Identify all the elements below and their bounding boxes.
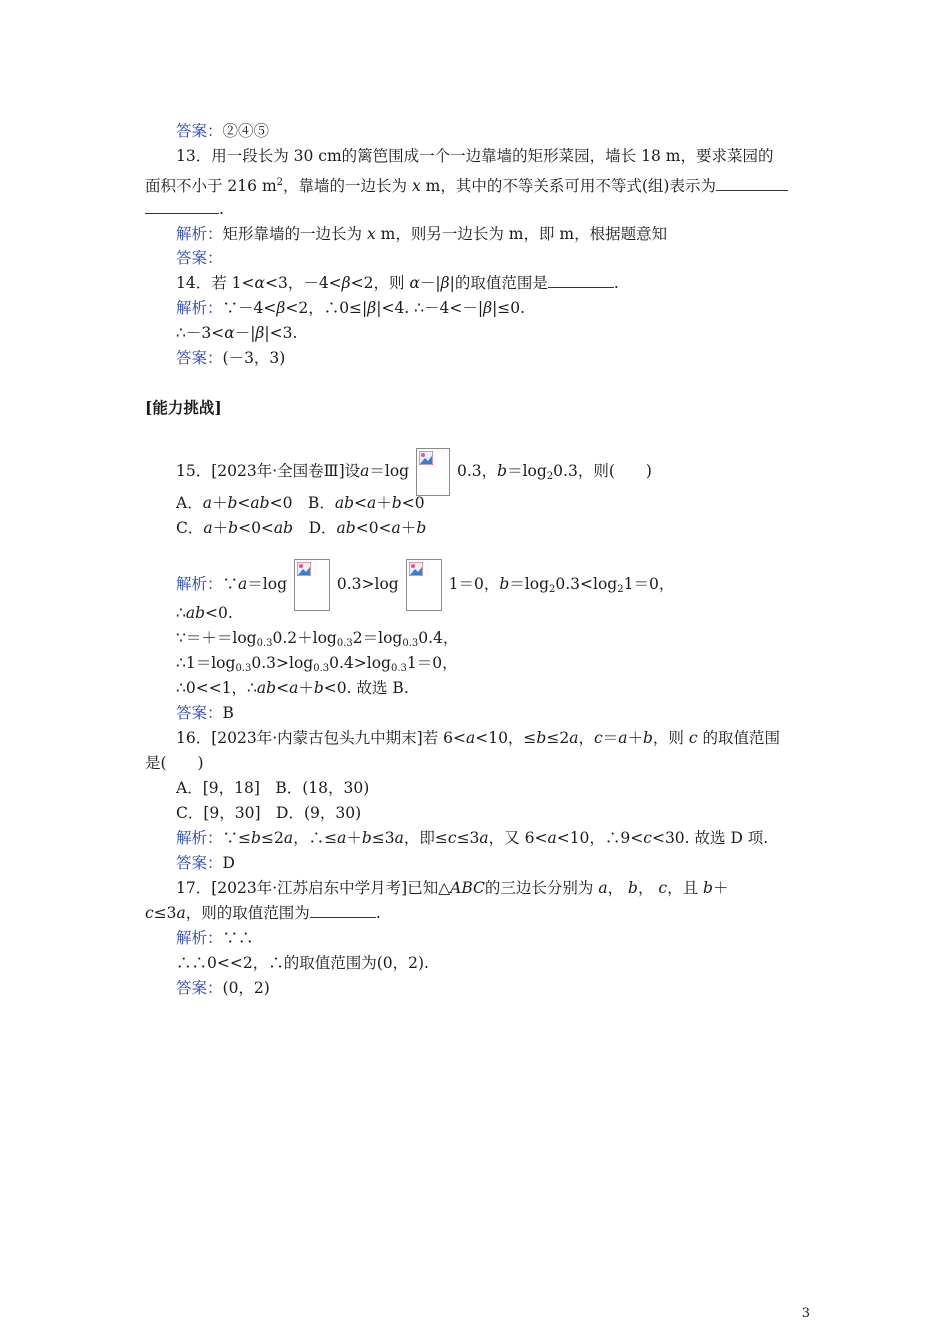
question-15-options-ab: A．a＋b<ab<0 B．ab<a＋b<0 [176, 494, 425, 512]
answer-label: 答案： [176, 122, 223, 140]
analysis-15-step5: ∴0<<1，∴ab<a＋b<0. 故选 B. [176, 679, 409, 697]
answer-16: 答案：D [176, 854, 235, 872]
answer-line [176, 121, 269, 141]
analysis-15: 解析：∵a＝log 0.3>log 1＝0，$b=\log_20.3<\log_21=0$， [176, 559, 674, 611]
question-15: 15．[2023年·全国卷Ⅲ]设a＝log 0.3，$b=\log_20.3$，则( ) [176, 448, 652, 496]
analysis-14: 解析：∵－4<β<2，∴0≤|β|<4. ∴－4<－|β|≤0. [176, 299, 526, 317]
answer-17: 答案：(0，2) [176, 979, 270, 997]
question-13-line2: 面积不小于 216 $m^2$，靠墙的一边长为 x m，其中的不等关系可用不等式(组)表示为 [145, 173, 788, 196]
analysis-15-step2: ∴ab<0. [176, 604, 233, 622]
answer-blank[interactable] [548, 273, 614, 288]
question-17: 17．[2023年·江苏启东中学月考]已知△ABC的三边长分别为 a， b， c，且 b＋ [176, 879, 729, 897]
analysis-17: 解析：∵∴ [176, 929, 254, 947]
answer-blank[interactable] [310, 903, 376, 918]
question-17-cont: c≤3a，则的取值范围为 . [145, 904, 381, 922]
question-16-cont: 是( ) [145, 754, 204, 772]
question-16-options-cd: C．[9，30] D．(9，30) [176, 804, 362, 822]
formula-image [406, 559, 442, 611]
broken-image-icon [297, 562, 311, 576]
analysis-14-conclusion: ∴－3<α－|β|<3. [176, 324, 298, 342]
question-13-line3: . [145, 199, 224, 219]
section-heading: [能力挑战] [145, 398, 222, 417]
question-13-line1: 13．用一段长为 30 cm的篱笆围成一个一边靠墙的矩形菜园，墙长 18 m，要求菜园的 [176, 147, 774, 165]
answer-blank[interactable] [716, 176, 788, 191]
answer-value: ②④⑤ [222, 122, 270, 140]
analysis-16: 解析：∵≤b≤2a，∴≤a＋b≤3a，即≤c≤3a，又 6<a<10，∴9<c<30. 故选 D 项. [176, 829, 769, 847]
question-16: 16．[2023年·内蒙古包头九中期末]若 6<a<10，≤b≤2a，c＝a＋b，则 c 的取值范围 [176, 729, 780, 747]
analysis-17-conclusion: ∴∴0<<2，∴的取值范围为(0，2). [176, 954, 429, 972]
broken-image-icon [409, 562, 423, 576]
question-14: 14．若 1<α<3，－4<β<2，则 α－|β|的取值范围是 . [176, 274, 619, 292]
question-15-options-cd: C．a＋b<0<ab D．ab<0<a＋b [176, 519, 427, 537]
answer-13: 答案： [176, 249, 223, 267]
page-number: 3 [801, 1306, 810, 1321]
answer-blank[interactable] [145, 199, 219, 214]
formula-image [416, 448, 450, 496]
formula-image [294, 559, 330, 611]
analysis-15-step3: $\because=+=\log_{0.3}0.2+\log_{0.3}2=\log_{0.3}0.4$， [176, 629, 459, 649]
analysis-15-step4: $\therefore 1=\log_{0.3}0.3>\log_{0.3}0.4>\log_{0.3}1=0$， [176, 654, 458, 674]
broken-image-icon [419, 451, 433, 465]
analysis-13: 解析：矩形靠墙的一边长为 x m，则另一边长为 m，即 m，根据题意知 [176, 225, 668, 243]
answer-15: 答案：B [176, 704, 234, 722]
question-16-options-ab: A．[9，18] B．(18，30) [176, 779, 370, 797]
answer-14: 答案：(－3，3) [176, 349, 286, 367]
